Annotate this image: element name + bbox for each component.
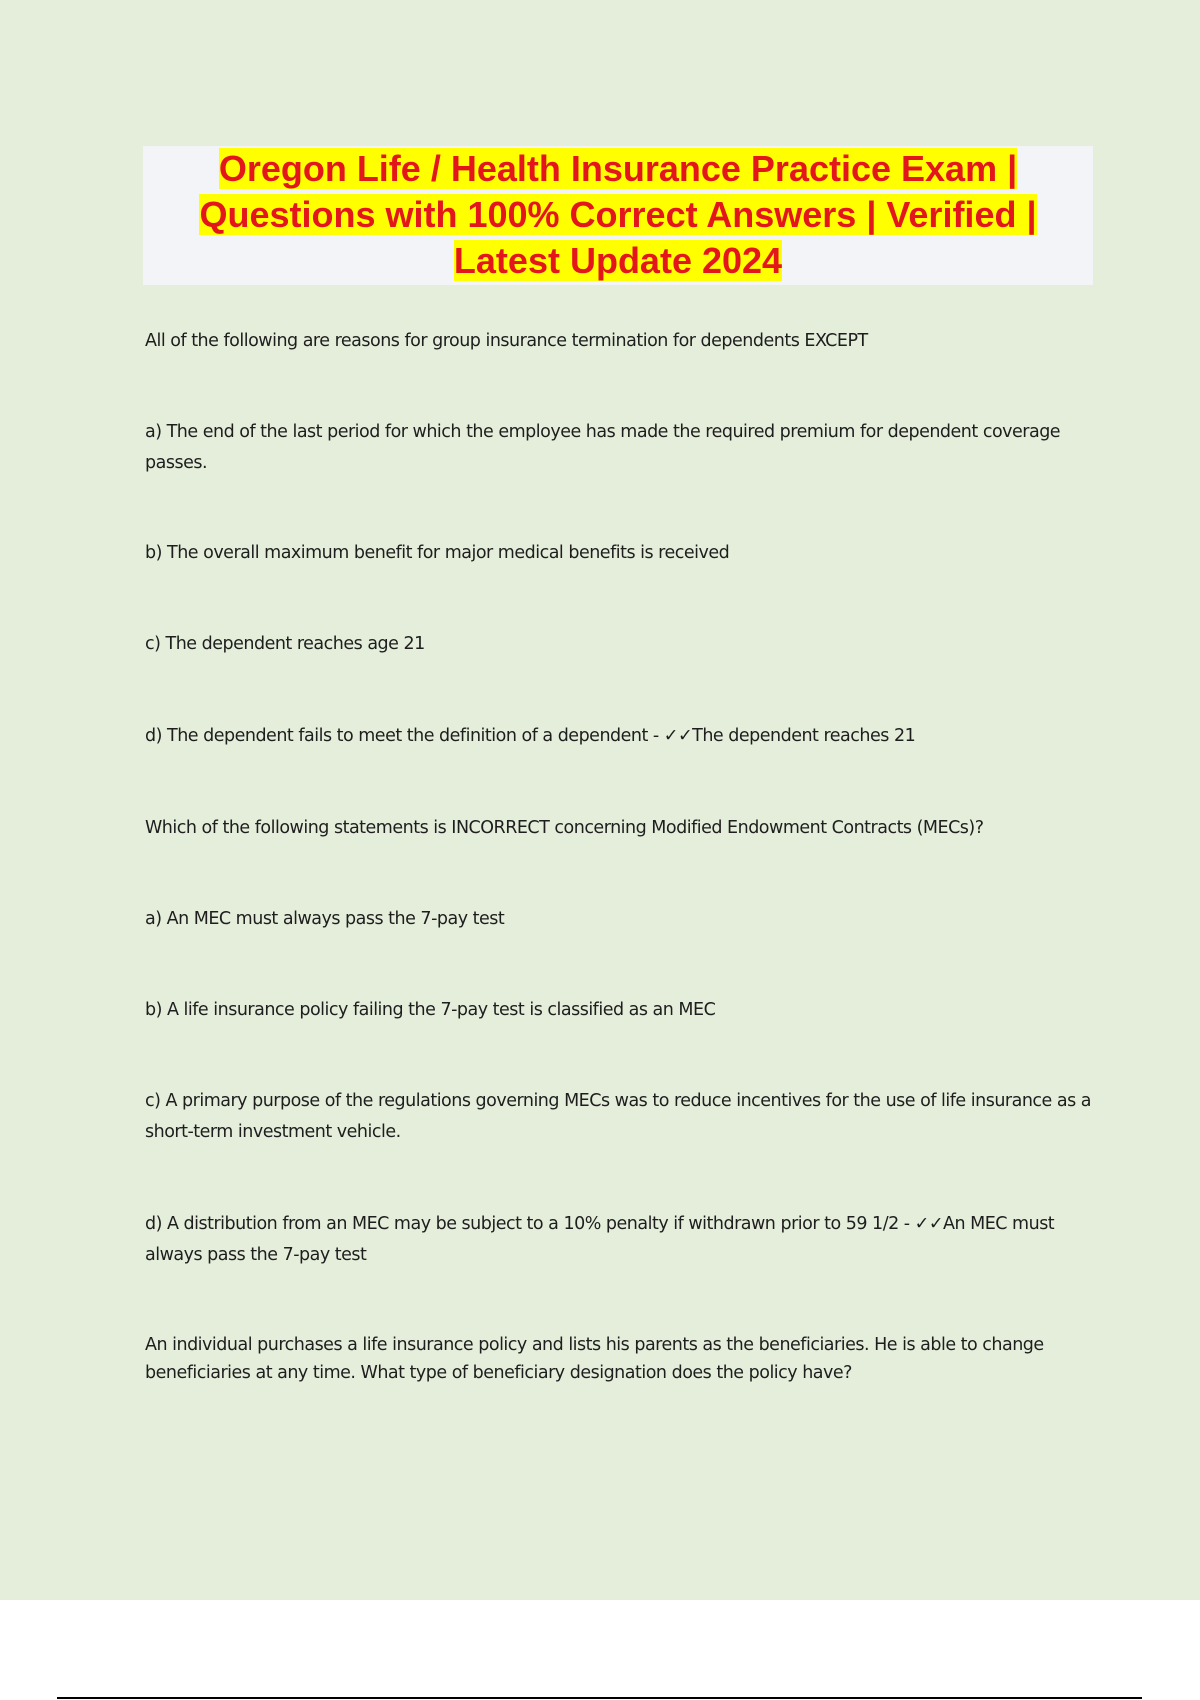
question-2-option-d-answer: d) A distribution from an MEC may be subject to a 10% penalty if withdrawn prior to 59 1/2 - ✓✓An MEC must always pass the 7-pay test [145, 1214, 1055, 1265]
title-line-2: Questions with 100% Correct Answers | Verified | [199, 194, 1037, 235]
question-1-text: All of the following are reasons for group insurance termination for dependents EXCEPT [145, 331, 868, 351]
title-line-1: Oregon Life / Health Insurance Practice Exam | [218, 148, 1018, 189]
question-1-option-c: c) The dependent reaches age 21 [145, 634, 425, 654]
question-1-option-d-answer: d) The dependent fails to meet the definition of a dependent - ✓✓The dependent reaches 21 [145, 726, 916, 746]
question-3-text: An individual purchases a life insurance policy and lists his parents as the beneficiaries. He is able to change beneficiaries at any time. What type of beneficiary designation does the policy have? [145, 1335, 1044, 1383]
title-line-3: Latest Update 2024 [453, 240, 783, 281]
question-1-option-b: b) The overall maximum benefit for major medical benefits is received [145, 543, 730, 563]
question-2-option-c: c) A primary purpose of the regulations governing MECs was to reduce incentives for the use of life insurance as a short-term investment vehicle. [145, 1091, 1092, 1142]
question-2-text: Which of the following statements is INCORRECT concerning Modified Endowment Contracts (MECs)? [145, 818, 984, 838]
question-2-option-a: a) An MEC must always pass the 7-pay test [145, 909, 505, 929]
question-2-option-b: b) A life insurance policy failing the 7-pay test is classified as an MEC [145, 1000, 716, 1020]
document-title [143, 146, 1093, 284]
question-1-option-a: a) The end of the last period for which the employee has made the required premium for dependent coverage passes. [145, 422, 1061, 473]
title-block [143, 146, 1093, 285]
footer-divider [57, 1697, 1142, 1699]
